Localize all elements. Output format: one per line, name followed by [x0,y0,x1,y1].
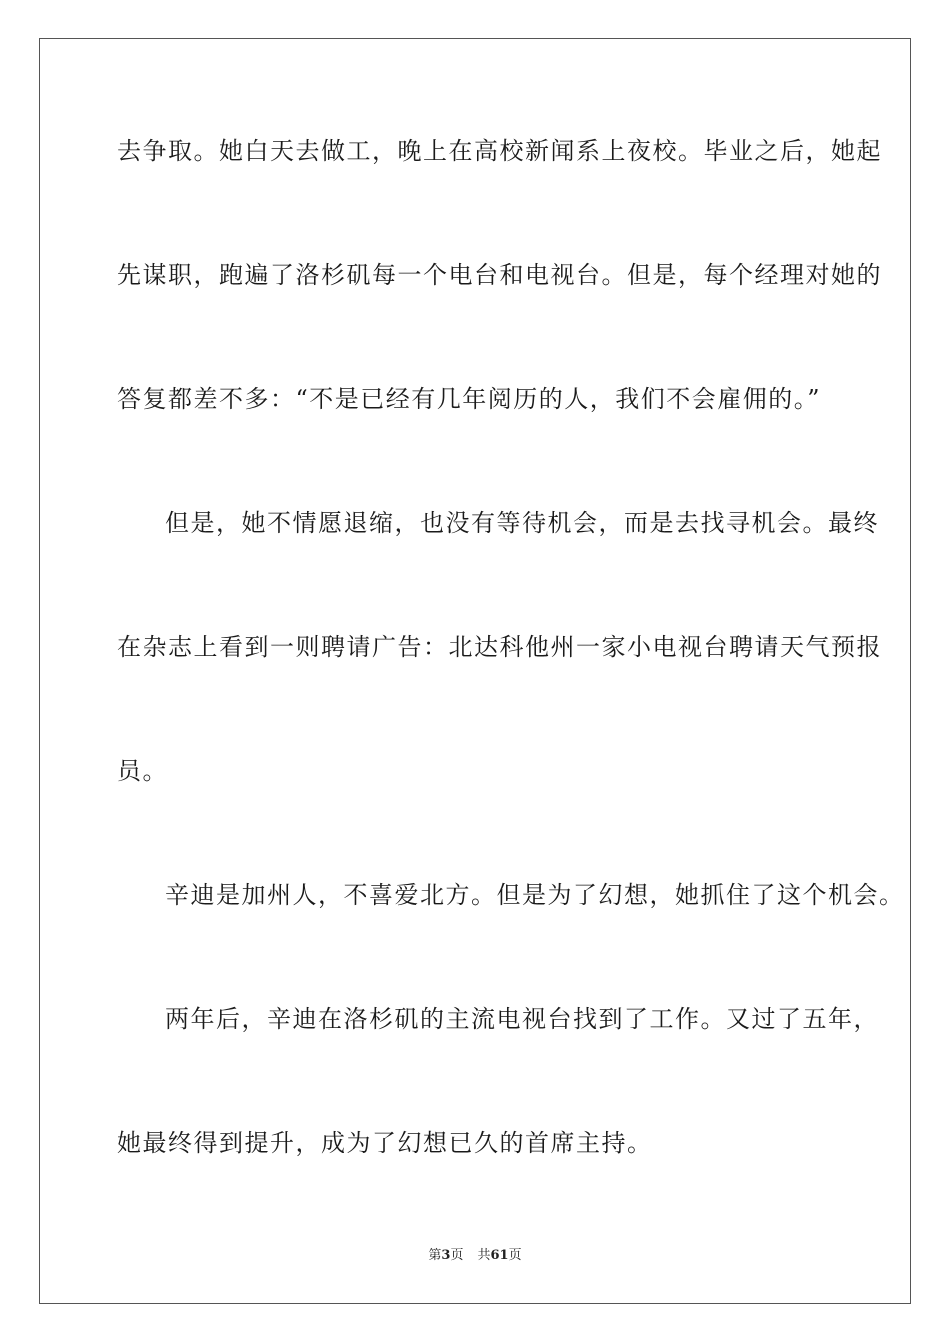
paragraph-start-line: 但是，她不情愿退缩，也没有等待机会，而是去找寻机会。最终 [165,509,879,537]
paragraph-start-line: 两年后，辛迪在洛杉矶的主流电视台找到了工作。又过了五年， [165,1005,879,1033]
text-line: 答复都差不多：“不是已经有几年阅历的人，我们不会雇佣的。” [117,385,822,413]
text-line: 先谋职，跑遍了洛杉矶每一个电台和电视台。但是，每个经理对她的 [117,261,882,289]
page-prefix: 第 [428,1248,442,1263]
total-suffix: 页 [508,1248,522,1263]
page-footer [0,1247,950,1265]
total-prefix: 共 [477,1248,491,1263]
text-line: 她最终得到提升，成为了幻想已久的首席主持。 [117,1129,653,1157]
text-line: 在杂志上看到一则聘请广告：北达科他州一家小电视台聘请天气预报 [117,633,882,661]
page-border [39,38,911,1304]
page-suffix: 页 [450,1248,464,1263]
total-pages: 61 [490,1248,509,1263]
text-line: 去争取。她白天去做工，晚上在高校新闻系上夜校。毕业之后，她起 [117,137,882,165]
paragraph-start-line: 辛迪是加州人，不喜爱北方。但是为了幻想，她抓住了这个机会。 [165,881,905,909]
page-number: 3 [441,1248,451,1263]
text-line: 员。 [117,757,168,785]
